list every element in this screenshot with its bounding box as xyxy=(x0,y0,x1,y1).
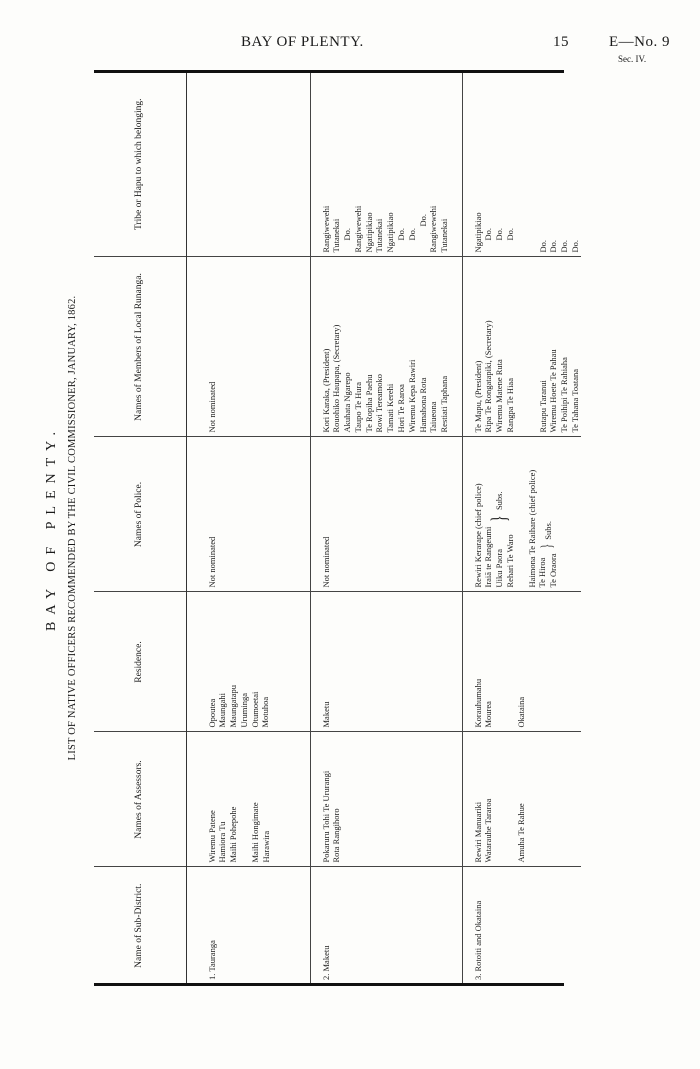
runanga-member: Ripa Te Rongatapiki, (Secretary) xyxy=(483,320,494,433)
assessors-cell xyxy=(310,732,462,867)
brace-symbol: } xyxy=(539,544,557,549)
table-border-rule xyxy=(94,983,564,986)
runanga-cell xyxy=(310,257,462,437)
assessors-cell xyxy=(462,732,581,867)
tribe-name: Do. xyxy=(537,239,548,253)
tribe-name: Tutanekai xyxy=(331,218,342,253)
sub-district-cell xyxy=(310,867,462,984)
tribe-name: Ngatipikiao xyxy=(472,212,483,253)
column-header: Name of Sub-District. xyxy=(94,867,186,984)
residence-cell xyxy=(462,592,581,732)
residence-name: Korauhumahu xyxy=(472,678,483,728)
main-title: BAY OF PLENTY. xyxy=(44,425,59,632)
residence-cell xyxy=(310,592,462,732)
tribe-cell xyxy=(310,72,462,257)
spacer xyxy=(516,442,527,588)
column-header: Tribe or Hapu to which belonging. xyxy=(94,72,186,257)
sub-district-cell xyxy=(186,867,310,984)
tribe-name: Tutanekai xyxy=(374,218,385,253)
sub-district-cell xyxy=(462,867,581,984)
column-header: Residence. xyxy=(94,592,186,732)
column-header: Names of Members of Local Runanga. xyxy=(94,257,186,437)
assessor-name: Rota Rangihoro xyxy=(331,808,342,863)
residence-name: Motuhoa xyxy=(260,696,271,728)
police-subs-group xyxy=(537,442,559,588)
sub-district-name: 3. Rotoiti and Okataina xyxy=(472,900,483,980)
native-officers-table xyxy=(94,72,581,984)
runanga-member: Wiremu Kepa Rawiri xyxy=(406,359,417,433)
runanga-member: Te Tahana Toatana xyxy=(569,368,580,433)
sub-district-name: 2. Maketu xyxy=(320,945,331,980)
assessor-name: Maihi Hongimate xyxy=(249,802,260,863)
runanga-member: Hamahona Rota xyxy=(417,377,428,433)
police-name: Not nominated xyxy=(206,536,217,588)
tribe-name: Do. xyxy=(417,213,428,227)
table-border-rule xyxy=(94,70,564,73)
residence-name: Uruminga xyxy=(238,693,249,728)
runanga-member: Te Ropiha Paehu xyxy=(363,374,374,433)
tribe-name: Do. xyxy=(483,227,494,241)
tribe-name: Tutanekai xyxy=(439,218,450,253)
tribe-name: Do. xyxy=(504,227,515,241)
police-cell xyxy=(310,437,462,592)
tribe-name: Do. xyxy=(548,239,559,253)
residence-name: Maungahi xyxy=(217,693,228,728)
subs-label: Subs. xyxy=(542,521,553,540)
tribe-name: Rangiwewehi xyxy=(428,205,439,253)
runanga-member: Taupo Te Hura xyxy=(352,381,363,433)
police-name: Te Hiroa xyxy=(537,557,548,588)
residence-name: Otumoetai xyxy=(249,691,260,728)
police-subs-group xyxy=(483,442,515,588)
assessor-name: Watarauhe Tararoa xyxy=(483,798,494,863)
page-header-title: BAY OF PLENTY. xyxy=(241,34,364,50)
tribe-name: Rangiwewehi xyxy=(320,205,331,253)
tribe-name: Ngatipikiao xyxy=(385,212,396,253)
column-header: Names of Assessors. xyxy=(94,732,186,867)
assessor-name: Rewiri Manuariki xyxy=(472,801,483,863)
runanga-member: Tamati Kerehi xyxy=(385,383,396,433)
tribe-name: Do. xyxy=(494,227,505,241)
runanga-member: Rowi Tereamoko xyxy=(374,374,385,433)
runanga-member: Restiati Taphana xyxy=(439,375,450,433)
tribe-name: Ngatipikiao xyxy=(363,212,374,253)
runanga-member: Rutapu Taranui xyxy=(537,380,548,433)
document-section: Sec. IV. xyxy=(618,54,647,64)
runanga-member: Taiueona xyxy=(428,401,439,433)
subs-label: Subs. xyxy=(494,491,505,511)
assessor-name: Pokaruru Tohi Te Ururangi xyxy=(320,770,331,863)
residence-cell xyxy=(186,592,310,732)
table-caption: LIST OF NATIVE OFFICERS RECOMMENDED BY THE CIVIL COMMISSIONER, JANUARY, 1862. xyxy=(67,295,78,761)
chief-police-name: Haimona Te Raihare (chief police) xyxy=(526,469,537,588)
spacer xyxy=(494,737,516,863)
residence-name: Okataina xyxy=(516,696,527,728)
page-number: 15 xyxy=(553,34,569,50)
spacer xyxy=(516,76,538,253)
runanga-member: Hori Te Raroa xyxy=(395,384,406,433)
table-header-row xyxy=(94,72,186,984)
tribe-name: Do. xyxy=(342,227,353,241)
table-row xyxy=(462,72,581,984)
residence-name: Maketu xyxy=(320,701,331,728)
runanga-member: Wiremu Matene Ruta xyxy=(494,359,505,433)
tribe-name: Rangiwewehi xyxy=(352,205,363,253)
document-reference: E—No. 9 xyxy=(609,34,670,50)
assessor-name: Harawira xyxy=(260,830,271,863)
police-cell xyxy=(462,437,581,592)
assessor-name: Wiremu Patene xyxy=(206,810,217,863)
tribe-name: Do. xyxy=(559,239,570,253)
police-name: Rehari Te Waro xyxy=(504,534,515,588)
runanga-member: Te Mapu, (President) xyxy=(472,360,483,433)
residence-name: Mourea xyxy=(483,701,494,728)
runanga-member: Kori Karaka, (President) xyxy=(320,348,331,433)
spacer xyxy=(239,737,250,863)
police-name: Not nominated xyxy=(320,536,331,588)
runanga-member: Te Poihipi Te Rahiaha xyxy=(559,357,570,433)
assessor-name: Maihi Pohepohe xyxy=(228,806,239,863)
brace-symbol: } xyxy=(486,515,512,522)
column-header: Names of Police. xyxy=(94,437,186,592)
tribe-cell xyxy=(462,72,581,257)
police-name: Uiku Paora xyxy=(494,549,505,588)
assessors-cell xyxy=(186,732,310,867)
chief-police-name: Rewiri Kerarape (chief police) xyxy=(472,483,483,588)
rotated-table-page xyxy=(44,72,580,984)
tribe-cell xyxy=(186,72,310,257)
residence-name: Maungatapu xyxy=(228,685,239,728)
residence-name: Opoutea xyxy=(206,698,217,728)
table-row xyxy=(310,72,462,984)
tribe-name: Do. xyxy=(395,227,406,241)
table-row xyxy=(186,72,310,984)
assessor-name: Hamiora Tu xyxy=(217,821,228,863)
spacer xyxy=(494,597,516,728)
police-name: Iraiā te Rangeumi xyxy=(483,526,494,588)
sub-district-name: 1. Tauranga xyxy=(206,940,217,980)
runanga-member: Rangpa Te Hiaa xyxy=(504,378,515,433)
spacer xyxy=(516,262,538,433)
runanga-member: Akuhata Ngarepo xyxy=(342,372,353,433)
police-name: Te Oraora xyxy=(548,553,559,588)
tribe-name: Do. xyxy=(406,227,417,241)
police-cell xyxy=(186,437,310,592)
runanga-member: Wiremu Hoete Te Pahau xyxy=(548,349,559,433)
tribe-name: Do. xyxy=(569,239,580,253)
runanga-member: Rouohiko Haupapa, (Secretary) xyxy=(331,324,342,433)
assessor-name: Amuha Te Rahue xyxy=(516,803,527,863)
runanga-cell xyxy=(462,257,581,437)
runanga-cell xyxy=(186,257,310,437)
runanga-member: Not nominated xyxy=(206,381,217,433)
